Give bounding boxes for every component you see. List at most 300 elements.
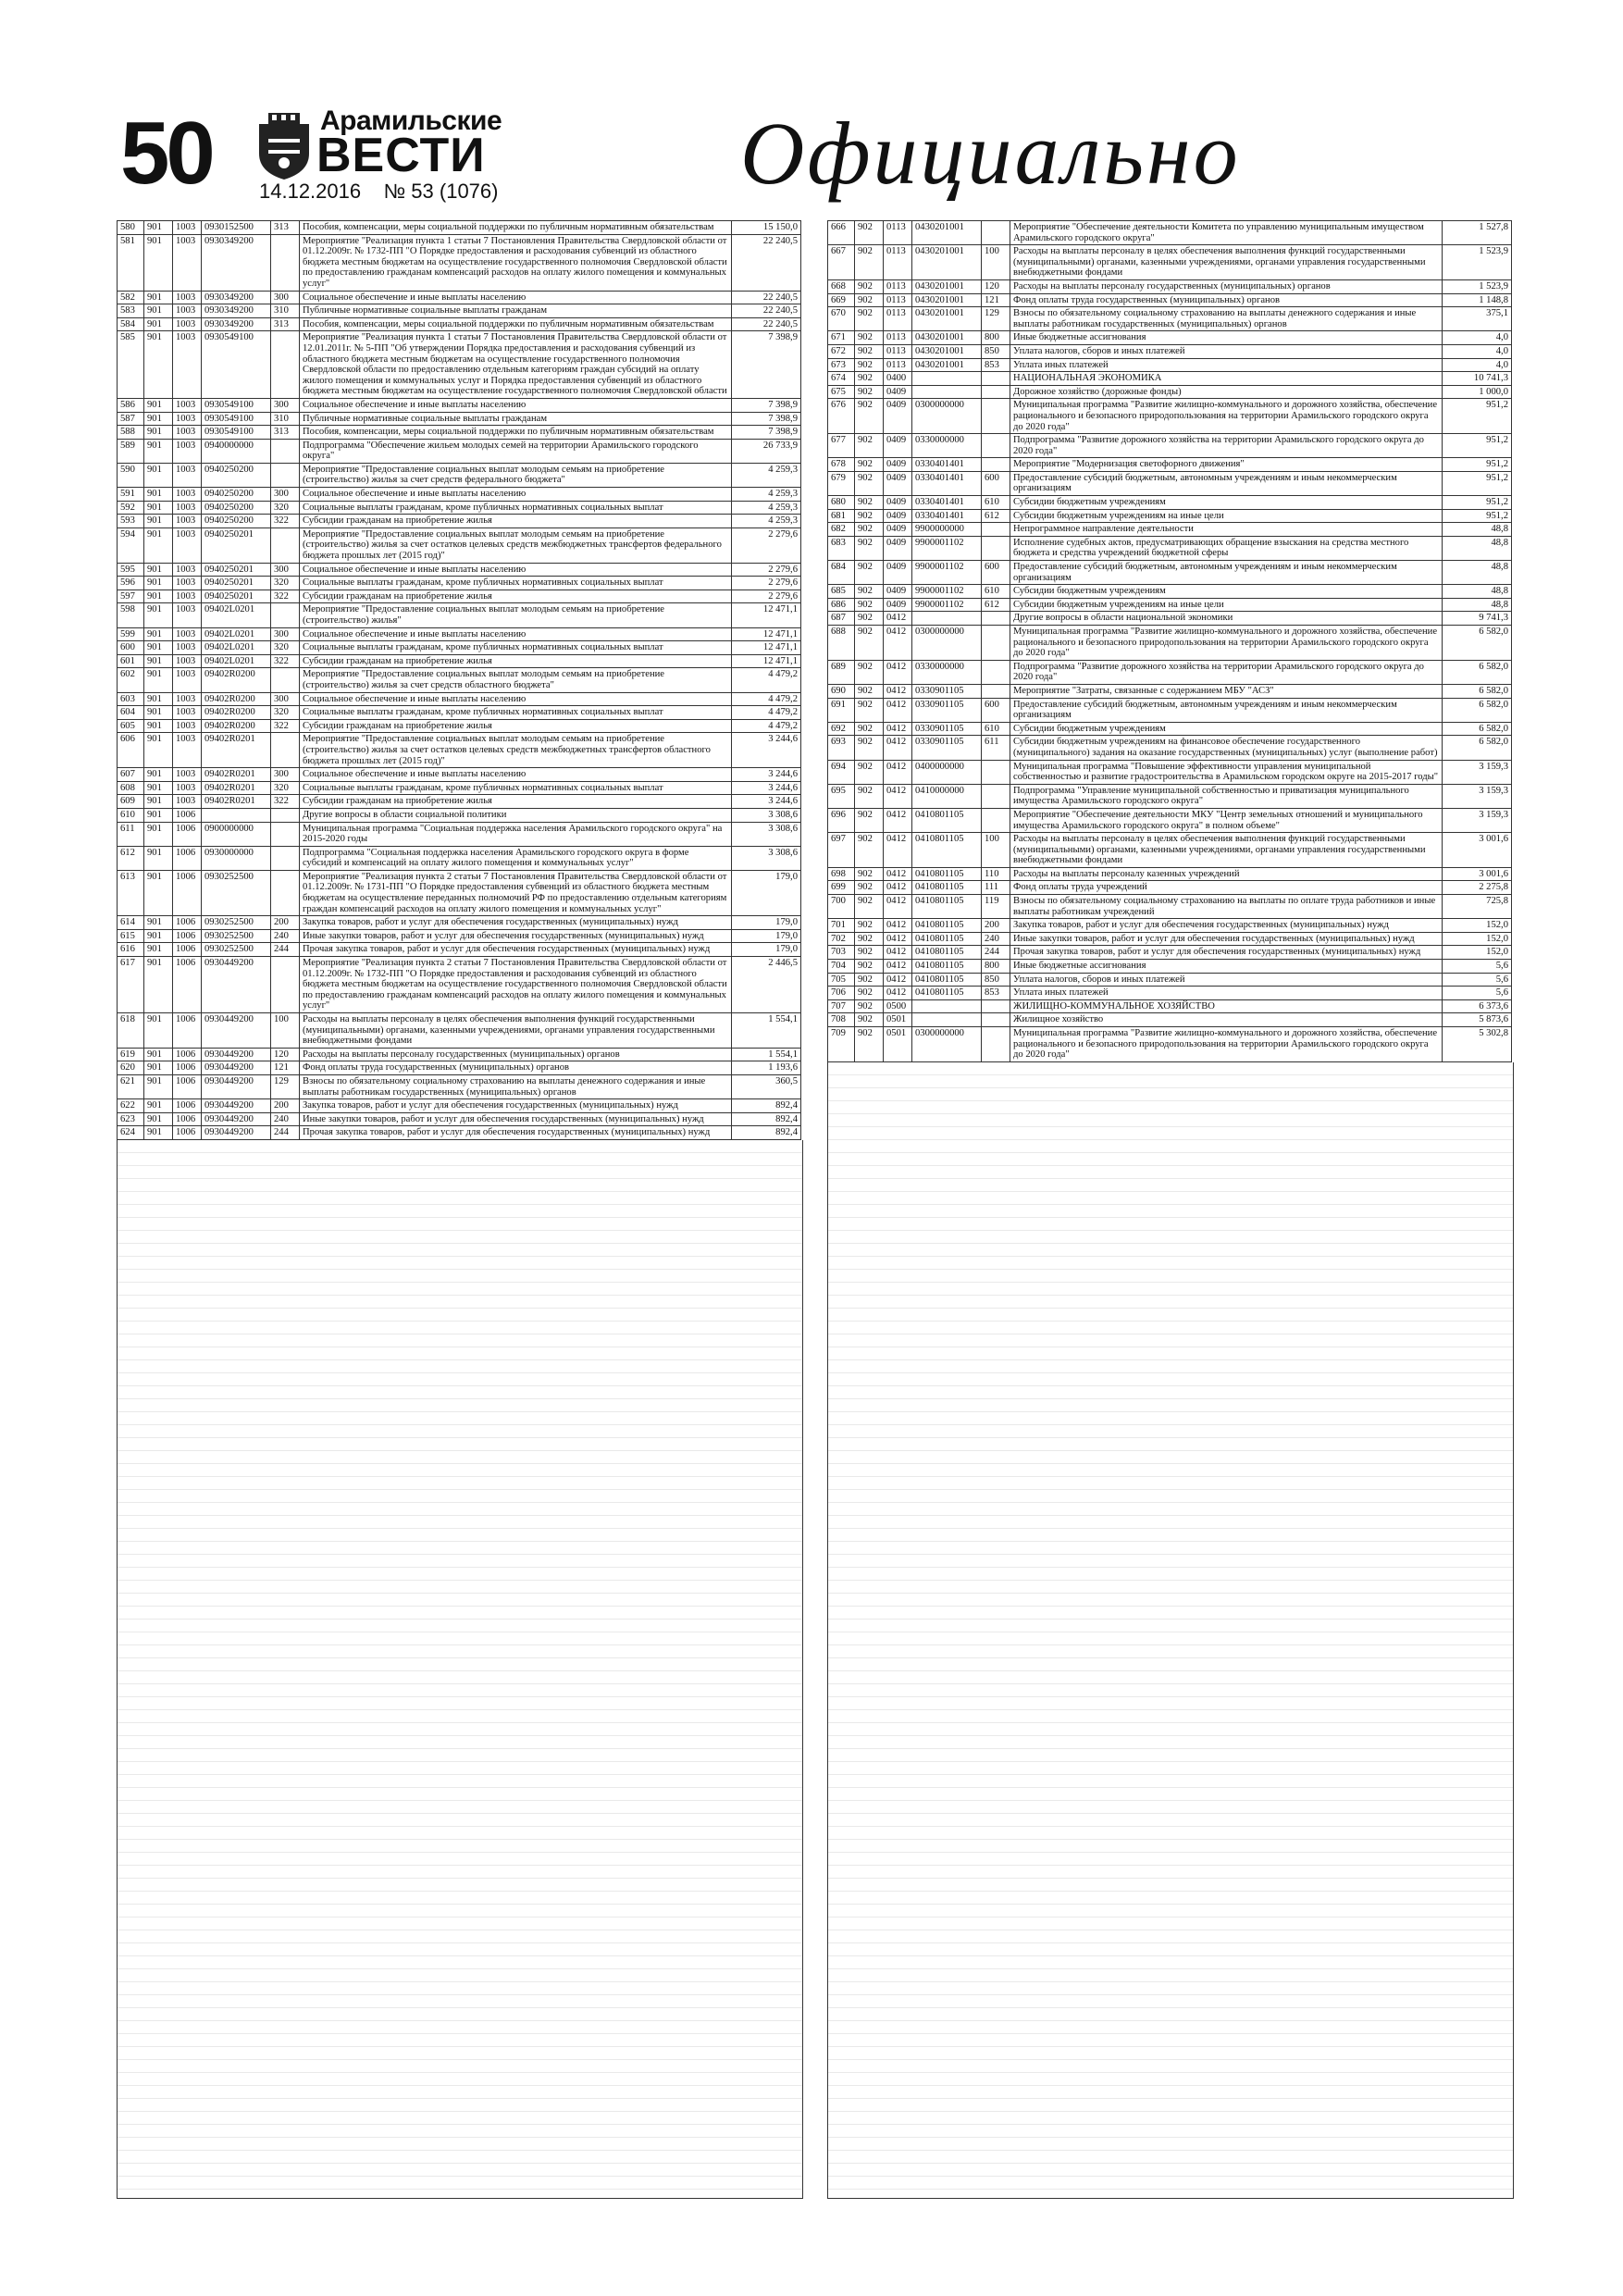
row-number: 667 [828,245,855,280]
table-row [118,398,801,412]
expense-type: 600 [982,561,1010,585]
newspaper-logo [248,104,502,189]
target-article: 0930000000 [202,846,271,870]
expense-type: 612 [982,509,1010,523]
table-row [828,331,1512,345]
line-name: Иные закупки товаров, работ и услуг для обеспечения государственных (муниципальных) нужд [1010,932,1443,946]
target-article: 0330401401 [912,458,982,472]
row-number: 683 [828,536,855,560]
admin-code: 901 [144,1013,173,1049]
table-row [828,1027,1512,1062]
line-name: Муниципальная программа "Социальная поддержка населения Арамильского городского округа" на 2015-2020 годы [300,822,732,846]
expense-type: 322 [271,719,300,733]
target-article: 0930349200 [202,291,271,304]
expense-type [982,1027,1010,1062]
target-article: 0930349200 [202,234,271,291]
target-article: 0930449200 [202,1074,271,1098]
table-row [828,434,1512,458]
amount: 725,8 [1443,895,1512,919]
table-row [828,458,1512,472]
target-article: 0430201001 [912,307,982,331]
amount: 152,0 [1443,946,1512,960]
target-article: 0940000000 [202,439,271,463]
expense-type: 850 [982,344,1010,358]
amount: 1 523,9 [1443,279,1512,293]
line-name: Фонд оплаты труда государственных (муниципальных) органов [300,1061,732,1075]
table-row [828,293,1512,307]
admin-code: 902 [855,307,884,331]
admin-code: 901 [144,641,173,655]
amount: 6 582,0 [1443,660,1512,684]
table-row [828,598,1512,612]
admin-code: 901 [144,668,173,692]
amount: 3 159,3 [1443,760,1512,784]
line-name: Мероприятие "Предоставление социальных выплат молодым семьям на приобретение (строительство) жилья за счет средств федерального бюджета" [300,463,732,487]
admin-code: 901 [144,1099,173,1113]
table-row [118,515,801,528]
expense-type: 320 [271,706,300,720]
admin-code: 901 [144,1074,173,1098]
target-article: 0940250201 [202,577,271,590]
row-number: 615 [118,929,144,943]
section-code: 0500 [884,999,912,1013]
amount: 1 148,8 [1443,293,1512,307]
row-number: 699 [828,881,855,895]
section-code: 1006 [173,943,202,957]
expense-type: 110 [982,867,1010,881]
issue-date: 14.12.2016 [259,180,362,203]
amount: 22 240,5 [732,234,801,291]
amount: 179,0 [732,943,801,957]
amount: 12 471,1 [732,654,801,668]
table-row [828,561,1512,585]
row-number: 698 [828,867,855,881]
section-code: 1003 [173,706,202,720]
section-code: 1003 [173,563,202,577]
expense-type [982,626,1010,661]
section-code: 1006 [173,846,202,870]
amount: 3 308,6 [732,808,801,822]
expense-type: 310 [271,304,300,318]
section-code: 0409 [884,523,912,537]
admin-code: 901 [144,733,173,768]
target-article: 0930252500 [202,943,271,957]
row-number: 592 [118,501,144,515]
line-name: Социальное обеспечение и иные выплаты населению [300,291,732,304]
amount: 4 479,2 [732,668,801,692]
table-row [118,291,801,304]
expense-type: 313 [271,221,300,235]
row-number: 610 [118,808,144,822]
table-row [828,536,1512,560]
section-code: 1006 [173,1112,202,1126]
target-article: 0930449200 [202,1013,271,1049]
section-code: 0113 [884,279,912,293]
line-name: Публичные нормативные социальные выплаты гражданам [300,304,732,318]
expense-type: 200 [982,919,1010,933]
amount: 48,8 [1443,523,1512,537]
table-row [118,501,801,515]
line-name: Уплата налогов, сборов и иных платежей [1010,344,1443,358]
expense-type: 121 [982,293,1010,307]
section-code: 0113 [884,344,912,358]
admin-code: 901 [144,846,173,870]
amount: 2 279,6 [732,590,801,603]
admin-code: 902 [855,372,884,386]
line-name: Мероприятие "Предоставление социальных выплат молодым семьям на приобретение (строительство) жилья за счет средств областного бюджета" [300,668,732,692]
expense-type [982,1013,1010,1027]
expense-type: 611 [982,736,1010,760]
section-code: 0412 [884,895,912,919]
row-number: 586 [118,398,144,412]
expense-type: 320 [271,781,300,795]
admin-code: 902 [855,760,884,784]
line-name: Закупка товаров, работ и услуг для обеспечения государственных (муниципальных) нужд [1010,919,1443,933]
admin-code: 902 [855,221,884,245]
line-name: Иные бюджетные ассигнования [1010,960,1443,974]
target-article: 0410801105 [912,973,982,987]
table-row [828,999,1512,1013]
table-row [828,722,1512,736]
expense-type: 129 [271,1074,300,1098]
admin-code: 902 [855,946,884,960]
target-article: 0410801105 [912,919,982,933]
admin-code: 901 [144,957,173,1013]
row-number: 596 [118,577,144,590]
target-article: 0930449200 [202,1048,271,1061]
line-name: Жилищное хозяйство [1010,1013,1443,1027]
line-name: Публичные нормативные социальные выплаты гражданам [300,412,732,426]
row-number: 616 [118,943,144,957]
row-number: 695 [828,784,855,808]
target-article [912,612,982,626]
expense-type [982,612,1010,626]
table-row [118,733,801,768]
target-article: 0430201001 [912,344,982,358]
line-name: Муниципальная программа "Развитие жилищно-коммунального и дорожного хозяйства, обеспечение рационального и безопасного природопользования на территории Арамильского городского округа до 2020 года" [1010,626,1443,661]
line-name: Предоставление субсидий бюджетным, автономным учреждениям и иным некоммерческим организациям [1010,561,1443,585]
line-name: Социальные выплаты гражданам, кроме публичных нормативных социальных выплат [300,706,732,720]
amount: 48,8 [1443,585,1512,599]
target-article: 0930252500 [202,916,271,930]
admin-code: 901 [144,221,173,235]
expense-type [982,660,1010,684]
table-row [118,1061,801,1075]
section-code: 1003 [173,304,202,318]
admin-code: 902 [855,509,884,523]
target-article: 0930252500 [202,870,271,915]
row-number: 673 [828,358,855,372]
expense-type [271,957,300,1013]
target-article: 9900001102 [912,585,982,599]
section-code: 0409 [884,399,912,434]
amount: 179,0 [732,870,801,915]
expense-type: 119 [982,895,1010,919]
row-number: 706 [828,987,855,1000]
expense-type [271,822,300,846]
admin-code: 901 [144,291,173,304]
row-number: 686 [828,598,855,612]
section-code: 1006 [173,957,202,1013]
line-name: Муниципальная программа "Развитие жилищно-коммунального и дорожного хозяйства, обеспечение рационального и безопасного природопользования на территории Арамильского городского округа до 2020 года" [1010,399,1443,434]
target-article [912,999,982,1013]
row-number: 617 [118,957,144,1013]
section-code: 0113 [884,221,912,245]
amount: 152,0 [1443,919,1512,933]
target-article: 09402R0201 [202,781,271,795]
amount: 4 259,3 [732,501,801,515]
section-code: 1003 [173,426,202,440]
admin-code: 901 [144,822,173,846]
expense-type: 120 [271,1048,300,1061]
expense-type [982,684,1010,698]
line-name: Пособия, компенсации, меры социальной поддержки по публичным нормативным обязательствам [300,426,732,440]
expense-type [982,808,1010,832]
admin-code: 901 [144,1061,173,1075]
target-article: 0940250201 [202,563,271,577]
admin-code: 901 [144,719,173,733]
expense-type: 310 [271,412,300,426]
line-name: Мероприятие "Реализация пункта 1 статьи 7 Постановления Правительства Свердловской области от 01.12.2009г. № 1732-ПП "О Порядке предоставления и расходования субвенций из областного бюджета местным бюджетам на осуществление государственного полномочия Свердловской области по предоставлению гражданам компенсаций расходов на оплату жилого помещения и коммунальных услуг" [300,234,732,291]
table-row [828,385,1512,399]
right-column [827,220,1512,1062]
table-row [828,987,1512,1000]
table-row [118,1074,801,1098]
line-name: Закупка товаров, работ и услуг для обеспечения государственных (муниципальных) нужд [300,916,732,930]
expense-type [982,999,1010,1013]
amount: 1 554,1 [732,1048,801,1061]
line-name: Мероприятие "Реализация пункта 2 статьи 7 Постановления Правительства Свердловской области от 01.12.2009г. № 1732-ПП "О Порядке предоставления и расходования субвенций из областного бюджета местным бюджетам на осуществление государственного полномочия Свердловской области по предоставлению гражданам компенсаций расходов на оплату жилого помещения и коммунальных услуг" [300,957,732,1013]
line-name: Уплата налогов, сборов и иных платежей [1010,973,1443,987]
admin-code: 902 [855,881,884,895]
table-row [118,426,801,440]
row-number: 584 [118,317,144,331]
row-number: 682 [828,523,855,537]
left-table-continuation [117,1140,803,2199]
target-article: 0930349200 [202,317,271,331]
admin-code: 901 [144,768,173,782]
row-number: 687 [828,612,855,626]
line-name: Мероприятие "Предоставление социальных выплат молодым семьям на приобретение (строительство) жилья за счет остатков целевых средств межбюджетных трансфертов областного бюджета прошлых лет (2015 год)" [300,733,732,768]
admin-code: 901 [144,234,173,291]
row-number: 588 [118,426,144,440]
table-row [828,833,1512,868]
amount: 9 741,3 [1443,612,1512,626]
amount: 6 373,6 [1443,999,1512,1013]
admin-code: 902 [855,973,884,987]
table-row [118,654,801,668]
row-number: 600 [118,641,144,655]
target-article: 0330901105 [912,736,982,760]
target-article: 9900001102 [912,561,982,585]
target-article: 0930449200 [202,1126,271,1140]
section-code: 1003 [173,692,202,706]
amount: 22 240,5 [732,291,801,304]
admin-code: 902 [855,660,884,684]
admin-code: 902 [855,598,884,612]
target-article: 0330901105 [912,722,982,736]
table-row [828,1013,1512,1027]
target-article: 0410801105 [912,960,982,974]
target-article: 9900001102 [912,598,982,612]
section-code: 1003 [173,577,202,590]
expense-type: 121 [271,1061,300,1075]
amount: 2 279,6 [732,563,801,577]
table-row [118,527,801,563]
admin-code: 902 [855,536,884,560]
expense-type [271,668,300,692]
amount: 26 733,9 [732,439,801,463]
row-number: 590 [118,463,144,487]
row-number: 580 [118,221,144,235]
expense-type: 610 [982,585,1010,599]
table-row [118,957,801,1013]
expense-type [982,385,1010,399]
line-name: Расходы на выплаты персоналу в целях обеспечения выполнения функций государственными (муниципальными) органами, казенными учреждениями, органами управления государственными внебюджетными фондами [1010,245,1443,280]
section-code: 1003 [173,781,202,795]
expense-type: 300 [271,692,300,706]
expense-type [271,808,300,822]
table-row [828,509,1512,523]
amount: 22 240,5 [732,317,801,331]
admin-code: 901 [144,563,173,577]
row-number: 620 [118,1061,144,1075]
target-article: 0430201001 [912,279,982,293]
target-article: 0410801105 [912,987,982,1000]
section-code: 1006 [173,1061,202,1075]
admin-code: 902 [855,434,884,458]
admin-code: 901 [144,527,173,563]
admin-code: 902 [855,293,884,307]
row-number: 587 [118,412,144,426]
section-code: 0412 [884,808,912,832]
section-code: 0409 [884,458,912,472]
expense-type [982,760,1010,784]
row-number: 595 [118,563,144,577]
line-name: Расходы на выплаты персоналу в целях обеспечения выполнения функций государственными (муниципальными) органами, казенными учреждениями, органами управления государственными внебюджетными фондами [1010,833,1443,868]
amount: 4 479,2 [732,692,801,706]
amount: 152,0 [1443,932,1512,946]
section-code: 0412 [884,919,912,933]
target-article: 09402R0200 [202,719,271,733]
table-row [828,960,1512,974]
target-article: 0430201001 [912,221,982,245]
target-article: 0410801105 [912,881,982,895]
town-crest-icon [255,111,313,181]
target-article: 0330901105 [912,698,982,722]
amount: 7 398,9 [732,412,801,426]
target-article: 0410801105 [912,833,982,868]
admin-code: 902 [855,1013,884,1027]
expense-type: 322 [271,795,300,809]
target-article: 0410801105 [912,867,982,881]
row-number: 694 [828,760,855,784]
expense-type: 129 [982,307,1010,331]
expense-type: 322 [271,515,300,528]
section-code: 0412 [884,736,912,760]
admin-code: 901 [144,426,173,440]
admin-code: 901 [144,412,173,426]
table-row [828,808,1512,832]
row-number: 608 [118,781,144,795]
section-code: 1006 [173,929,202,943]
table-row [828,973,1512,987]
line-name: Социальные выплаты гражданам, кроме публичных нормативных социальных выплат [300,501,732,515]
target-article: 0940250201 [202,590,271,603]
line-name: Подпрограмма "Развитие дорожного хозяйства на территории Арамильского городского округа до 2020 года" [1010,434,1443,458]
amount: 951,2 [1443,458,1512,472]
amount: 892,4 [732,1126,801,1140]
section-code: 1006 [173,870,202,915]
table-row [828,245,1512,280]
row-number: 666 [828,221,855,245]
logo-line-1: Арамильские [320,105,502,136]
admin-code: 901 [144,488,173,502]
expense-type: 300 [271,291,300,304]
row-number: 693 [828,736,855,760]
line-name: Расходы на выплаты персоналу в целях обеспечения выполнения функций государственными (муниципальными) органами, казенными учреждениями, органами управления государственными внебюджетными фондами [300,1013,732,1049]
expense-type: 240 [982,932,1010,946]
target-article: 0930549100 [202,426,271,440]
table-row [118,331,801,399]
amount: 4 259,3 [732,515,801,528]
target-article: 0930549100 [202,331,271,399]
line-name: Субсидии гражданам на приобретение жилья [300,719,732,733]
amount: 12 471,1 [732,603,801,627]
table-row [118,846,801,870]
line-name: Субсидии гражданам на приобретение жилья [300,795,732,809]
expense-type [271,439,300,463]
target-article: 0400000000 [912,760,982,784]
admin-code: 902 [855,612,884,626]
section-code: 0409 [884,598,912,612]
section-code: 1003 [173,439,202,463]
section-code: 1003 [173,590,202,603]
admin-code: 902 [855,458,884,472]
amount: 48,8 [1443,561,1512,585]
section-code: 1003 [173,654,202,668]
table-row [118,1048,801,1061]
section-code: 1003 [173,768,202,782]
row-number: 613 [118,870,144,915]
target-article: 9900001102 [912,536,982,560]
line-name: Субсидии бюджетным учреждениям на финансовое обеспечение государственного (муниципального) задания на оказание государственных (муниципальных) услуг (выполнение работ) [1010,736,1443,760]
admin-code: 901 [144,590,173,603]
section-code: 0412 [884,784,912,808]
expense-type [982,523,1010,537]
row-number: 607 [118,768,144,782]
row-number: 606 [118,733,144,768]
row-number: 599 [118,627,144,641]
table-row [828,585,1512,599]
row-number: 680 [828,496,855,510]
amount: 1 527,8 [1443,221,1512,245]
admin-code: 901 [144,943,173,957]
table-row [118,439,801,463]
admin-code: 902 [855,722,884,736]
line-name: Подпрограмма "Обеспечение жильем молодых семей на территории Арамильского городского округа" [300,439,732,463]
expense-type: 100 [982,833,1010,868]
amount: 4,0 [1443,344,1512,358]
target-article: 0330401401 [912,509,982,523]
amount: 1 000,0 [1443,385,1512,399]
row-number: 700 [828,895,855,919]
target-article: 09402L0201 [202,627,271,641]
amount: 951,2 [1443,496,1512,510]
table-row [118,412,801,426]
expense-type: 300 [271,768,300,782]
logo-line-2: ВЕСТИ [316,129,486,182]
